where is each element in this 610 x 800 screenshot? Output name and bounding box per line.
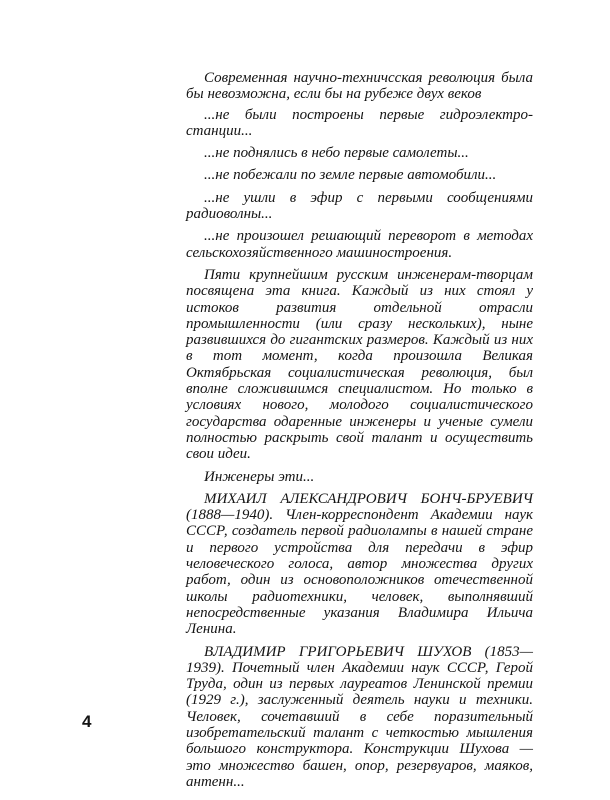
paragraph-book-dedication: Пяти крупнейшим русским инженерам-творцам посвящена эта книга. Каждый из них стоял у истоков развития отдельной отрасли промышленности (или сразу нескольких), ныне развившихся до гигантских размеров. Каждый из них в тот момент, когда произошла Великая Октябрьская социалистическая революция, был вполне сложившимся специалистом. Но только в условиях нового, молодого социалистического государства одаренные инженеры и ученые сумели полностью раскрыть свой талант и осуществить свои идеи. — [186, 266, 533, 463]
paragraph-agriculture: ...не произошел решающий переворот в методах сельскохозяйственного машиностроения. — [186, 228, 533, 261]
paragraph-hydro: ...не были построены первые гидроэлектро-станции... — [186, 106, 533, 139]
body-text — [186, 70, 533, 796]
paragraph-bonch-bruevich: МИХАИЛ АЛЕКСАНДРОВИЧ БОНЧ-БРУЕВИЧ (1888—1940). Член-корреспондент Академии наук СССР, создатель первой радиолампы в нашей стране и первого устройства для передачи в эфир человеческого голоса, автор множества других работ, один из основоположников отечественной школы радиотехники, человек, выполнявший непосредственные указания Владимира Ильича Ленина. — [186, 490, 533, 638]
paragraph-airplanes: ...не поднялись в небо первые самолеты... — [204, 145, 469, 162]
paragraph-cars: ...не побежали по земле первые автомобили... — [204, 167, 497, 184]
paragraph-shukhov: ВЛАДИМИР ГРИГОРЬЕВИЧ ШУХОВ (1853—1939). Почетный член Академии наук СССР, Герой Труда, один из первых лауреатов Ленинской премии (1929 г.), заслуженный деятель науки и техники. Человек, сочетавший в себе поразительный изобретательский талант с четкостью мышления большого конструктора. Конструкции Шухова — это множество башен, опор, резервуаров, маяков, антенн... — [186, 643, 533, 790]
page-number: 4 — [82, 712, 92, 731]
paragraph-intro: Современная научно-техничсская революция была бы невозможна, если бы на рубеже двух веков — [186, 70, 533, 103]
paragraph-radio: ...не ушли в эфир с первыми сообщениями радиоволны... — [186, 189, 533, 223]
paragraph-engineers: Инженеры эти... — [204, 468, 315, 485]
